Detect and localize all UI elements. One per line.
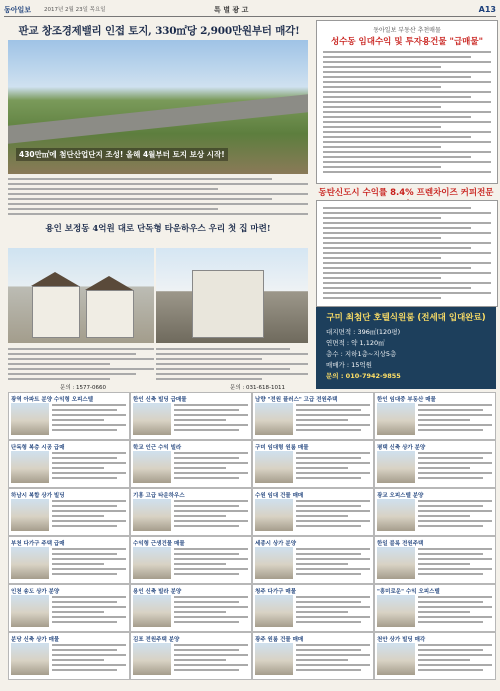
classified-ad-text	[296, 596, 370, 628]
classified-ad-photo	[11, 643, 49, 675]
classified-ad-title: 평택 신축 상가 분양	[377, 445, 426, 451]
gumi-room-ad	[316, 307, 496, 389]
classified-ad-title: 용인 신축 빌라 분양	[133, 589, 182, 595]
classified-ad	[8, 392, 130, 440]
classified-ad-photo	[255, 451, 293, 483]
classified-ad-title: 광주 원룸 건물 매매	[255, 637, 304, 643]
classified-ad	[252, 488, 374, 536]
classified-ad-title: 천안 상가 빌딩 매각	[377, 637, 426, 643]
classified-ad	[8, 584, 130, 632]
classified-ad-photo	[133, 595, 171, 627]
classified-ad	[252, 584, 374, 632]
classified-ad-title: 단독형 복층 시공 급매	[11, 445, 65, 451]
classified-ad-text	[296, 644, 370, 676]
classified-ad-text	[296, 404, 370, 436]
classified-ad-title: 한인 임대중 부동산 매물	[377, 397, 436, 403]
classified-ad	[130, 536, 252, 584]
townhouse-headline: 용인 보정동 4억원 대로 단독형 타운하우스 우리 첫 집 마련!	[45, 224, 271, 234]
classified-ad	[8, 632, 130, 680]
classified-ad-photo	[133, 547, 171, 579]
classified-ad-title: 수원 임대 건물 매매	[255, 493, 304, 499]
gumi-item-5: 문의 : 010-7942-9855	[326, 372, 401, 380]
classified-ad	[8, 536, 130, 584]
classified-ad	[252, 536, 374, 584]
classified-ad-photo	[133, 643, 171, 675]
classified-ad-photo	[377, 499, 415, 531]
classified-ad	[374, 440, 496, 488]
townhouse-photo	[8, 248, 154, 343]
classified-ad-title: 김포 전원주택 분양	[133, 637, 180, 643]
aerial-photo	[8, 40, 308, 174]
classified-ad-title: 분당 신축 상가 매물	[11, 637, 60, 643]
classified-ad-text	[296, 500, 370, 532]
classified-ad-text	[174, 596, 248, 628]
classified-ad-text	[52, 596, 126, 628]
classified-ad-title: 광교 오피스텔 분양	[377, 493, 424, 499]
classified-ad	[252, 440, 374, 488]
gumi-item-2: 연면적 : 약 1,120㎡	[326, 339, 385, 347]
classified-ad	[252, 392, 374, 440]
classified-ad-text	[296, 452, 370, 484]
classified-ad	[130, 632, 252, 680]
listings-heading: 성수동 임대수익 및 투자용건물 "급매물"	[330, 37, 484, 47]
building-photo	[156, 248, 308, 343]
classified-ad-photo	[255, 547, 293, 579]
building-body-text	[156, 348, 308, 388]
classified-ad-title: 구미 임대형 원룸 매물	[255, 445, 309, 451]
classified-ad-photo	[377, 547, 415, 579]
classified-ad-text	[418, 644, 492, 676]
classified-ad	[8, 488, 130, 536]
gumi-item-3: 층수 : 지하1층~지상5층	[326, 350, 397, 358]
classified-ad-photo	[377, 403, 415, 435]
classified-ad-photo	[377, 451, 415, 483]
main-ad-body-text	[8, 178, 308, 218]
classified-ad-text	[52, 452, 126, 484]
classified-ad-text	[296, 548, 370, 580]
classified-ad-photo	[377, 595, 415, 627]
recommended-listings-box	[316, 20, 498, 184]
classified-ad-title: 기흥 고급 타운하우스	[133, 493, 185, 499]
classified-ad-text	[174, 548, 248, 580]
gumi-item-4: 매매가 : 15억원	[326, 361, 372, 369]
classified-ad-title: 한일 블록 전원주택	[377, 541, 424, 547]
classified-ad-text	[52, 644, 126, 676]
classified-ad-title: 수익형 근생건물 매물	[133, 541, 185, 547]
classified-ad-title: 남향 "전원 플러스" 고급 전원주택	[255, 397, 338, 403]
coffee-shop-box	[316, 200, 498, 307]
listings-text	[323, 51, 491, 179]
photo-caption: 430만㎡에 첨단산업단지 조성! 올해 4월부터 토지 보상 시작!	[16, 148, 228, 161]
coffee-shop-text	[323, 207, 491, 302]
classified-ad-photo	[377, 643, 415, 675]
gumi-room-title: 구미 최첨단 호텔식원룸 (전세대 입대완료)	[326, 313, 486, 323]
page-header	[4, 4, 496, 17]
classified-ad-photo	[255, 403, 293, 435]
listings-subheading: 동아일보 부동산 추천매물	[373, 27, 441, 34]
classified-ad-photo	[255, 643, 293, 675]
contact-1: 문의 : 1577-0660	[60, 385, 106, 391]
classified-ad-text	[418, 500, 492, 532]
newspaper-logo: 동아일보	[4, 6, 32, 14]
classified-ad-photo	[133, 499, 171, 531]
classified-ad	[252, 632, 374, 680]
classified-ad-text	[174, 644, 248, 676]
classified-ad	[374, 488, 496, 536]
classified-ad-text	[418, 404, 492, 436]
classified-ad-text	[52, 548, 126, 580]
classified-ad-title: 인천 송도 상가 분양	[11, 589, 60, 595]
classified-ad-photo	[11, 403, 49, 435]
classified-ad-photo	[11, 547, 49, 579]
section-title: 특 별 광 고	[214, 6, 249, 14]
classified-ad-text	[418, 548, 492, 580]
classified-ad	[130, 584, 252, 632]
classified-ad-title: 하남시 복합 상가 빌딩	[11, 493, 65, 499]
townhouse-body-text	[8, 348, 154, 388]
classified-ad-text	[174, 500, 248, 532]
classified-ad-title: 학교 인근 수익 빌라	[133, 445, 182, 451]
classified-ad-photo	[133, 403, 171, 435]
classified-ad-photo	[255, 499, 293, 531]
classified-ad-title: 청주 다가구 매물	[255, 589, 297, 595]
classified-grid	[8, 392, 496, 684]
contact-2: 문의 : 031-618-1011	[230, 385, 285, 391]
classified-ad-photo	[133, 451, 171, 483]
gumi-item-1: 대지면적 : 396㎡(120평)	[326, 328, 401, 336]
classified-ad	[8, 440, 130, 488]
classified-ad	[374, 536, 496, 584]
classified-ad-photo	[11, 451, 49, 483]
classified-ad-title: 한인 신축 빌딩 급매물	[133, 397, 187, 403]
classified-ad-title: "흥미로운" 수익 오피스텔	[377, 589, 440, 595]
classified-ad-text	[418, 452, 492, 484]
classified-ad	[374, 584, 496, 632]
classified-ad-title: 광역 아파트 분양 수익형 오피스텔	[11, 397, 94, 403]
classified-ad	[130, 440, 252, 488]
classified-ad-text	[52, 500, 126, 532]
classified-ad-title: 세종시 상가 분양	[255, 541, 297, 547]
classified-ad-text	[52, 404, 126, 436]
classified-ad-text	[174, 452, 248, 484]
page-number: A13	[478, 5, 496, 14]
main-ad-title: 판교 창조경제밸리 인접 토지, 330㎡당 2,900만원부터 매각!	[18, 25, 300, 37]
classified-ad-text	[174, 404, 248, 436]
classified-ad-photo	[255, 595, 293, 627]
classified-ad-text	[418, 596, 492, 628]
classified-ad-title: 부천 다가구 주택 급매	[11, 541, 65, 547]
classified-ad-photo	[11, 595, 49, 627]
classified-ad	[374, 392, 496, 440]
issue-date: 2017년 2월 23일 목요일	[44, 7, 106, 13]
road-shape	[8, 94, 308, 144]
coffee-shop-heading: 동탄신도시 수익률 8.4% 프렌차이즈 커피전문	[318, 188, 494, 198]
classified-ad	[374, 632, 496, 680]
classified-ad	[130, 488, 252, 536]
classified-ad-photo	[11, 499, 49, 531]
classified-ad	[130, 392, 252, 440]
